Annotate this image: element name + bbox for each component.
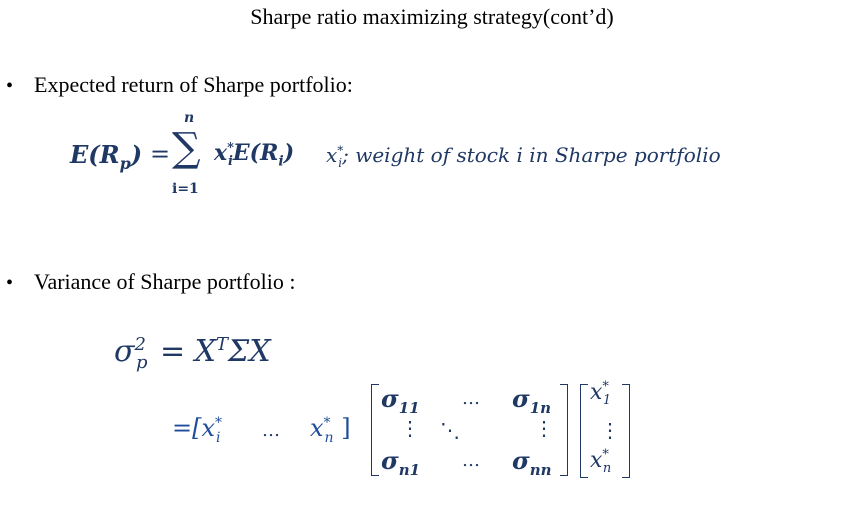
- matrix-cell-sigma-11: $\sigma_{11}$: [381, 384, 420, 417]
- matrix-left-vdots: ⋮: [400, 416, 420, 440]
- matrix-right-vdots: ⋮: [534, 416, 554, 440]
- matrix-left-bracket: [371, 384, 379, 476]
- matrix-cell-sigma-nn: $\sigma_{nn}$: [512, 446, 552, 479]
- bullet-variance: Variance of Sharpe portfolio :: [34, 269, 296, 294]
- matrix-top-hdots: …: [462, 388, 480, 409]
- column-x1: $x^*_1$: [590, 379, 612, 409]
- column-right-bracket: [622, 384, 630, 478]
- matrix-bottom-hdots: …: [462, 450, 480, 471]
- eq1-equals: =: [150, 140, 171, 168]
- sum-icon: ∑: [172, 125, 201, 171]
- slide-title: Sharpe ratio maximizing strategy(cont’d): [250, 4, 614, 29]
- eq1-sum-lower: i=1: [172, 181, 199, 197]
- column-vdots: ⋮: [600, 418, 620, 442]
- bullet-glyph-2: •: [6, 272, 14, 294]
- eq3-row-vector-end: $x^*_n$ ]: [310, 414, 351, 446]
- bullet-expected-return: Expected return of Sharpe portfolio:: [34, 72, 353, 97]
- column-left-bracket: [580, 384, 588, 478]
- eq1-sum-upper: n: [184, 110, 195, 126]
- eq3-row-ellipsis: …: [262, 420, 280, 441]
- eq1-weight-note: $x^*_i$; weight of stock i in Sharpe portfolio: [326, 143, 721, 170]
- eq2-lhs: $\sigma^2_p$: [114, 334, 148, 373]
- bullet-glyph-1: •: [6, 75, 14, 97]
- eq2-rhs: = $X^T\Sigma X$: [160, 334, 271, 369]
- matrix-right-bracket: [560, 384, 568, 476]
- eq3-row-vector-start: $=[x^*_i$: [172, 414, 223, 446]
- matrix-ddots: ⋱: [440, 418, 460, 442]
- matrix-cell-sigma-1n: $\sigma_{1n}$: [512, 384, 552, 417]
- column-xn: $x^*_n$: [590, 447, 612, 477]
- eq1-lhs: $E(R_p)$: [70, 140, 143, 173]
- eq1-term: $x^*_iE(R_i)$: [214, 140, 295, 170]
- matrix-cell-sigma-n1: $\sigma_{n1}$: [381, 446, 421, 479]
